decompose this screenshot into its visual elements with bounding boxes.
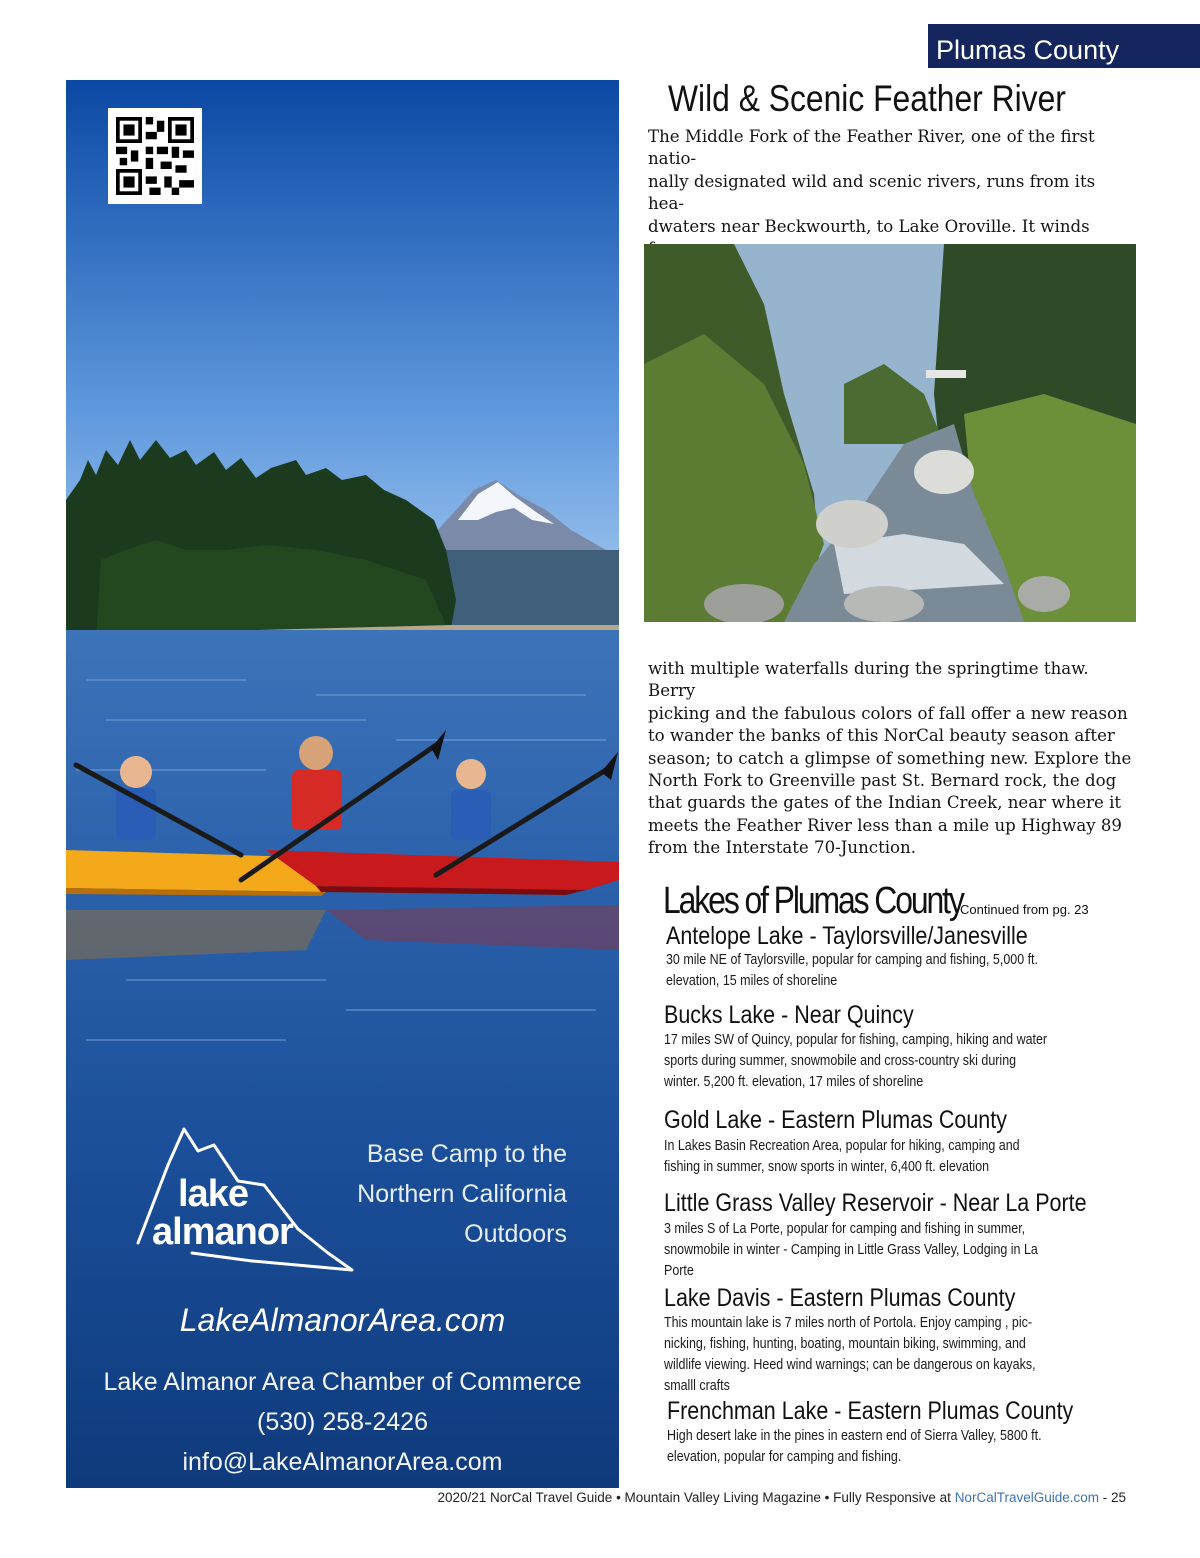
logo-text-almanor: almanor [152,1211,293,1253]
logo-text-lake: lake [178,1173,248,1215]
text-line: This mountain lake is 7 miles north of Portola. Enjoy camping , pic- [664,1315,1033,1331]
text-line: elevation, 15 miles of shoreline [666,973,838,989]
feather-river-photo [644,244,1136,622]
tagline-line: Outdoors [464,1220,567,1248]
text-line: snowmobile in winter - Camping in Little Grass Valley, Lodging in La [664,1242,1038,1258]
text-line: The Middle Fork of the Feather River, one of the first natio- [648,127,1095,169]
lake-almanor-ad[interactable] [66,80,619,1488]
text-line: smalll crafts [664,1378,730,1394]
text-line: nicking, fishing, hunting, boating, mountain biking, swimming, and [664,1336,1026,1352]
text-line: fishing in summer, snow sports in winter, 6,400 ft. elevation [664,1159,990,1175]
ad-website-link[interactable]: LakeAlmanorArea.com [179,1302,506,1338]
text-line: meets the Feather River less than a mile up Highway 89 [648,815,1122,835]
text-line: elevation, popular for camping and fishing. [667,1449,902,1465]
kayak-lake-photo [66,80,619,1488]
feather-river-title: Wild & Scenic Feather River [668,78,1066,119]
qr-code[interactable] [108,108,202,204]
text-line: 30 mile NE of Taylorsville, popular for camping and fishing, 5,000 ft. [666,952,1038,968]
lake-name-gold: Gold Lake - Eastern Plumas County [664,1106,1007,1134]
lake-desc-bucks [664,1030,1103,1093]
text-line: 17 miles SW of Quincy, popular for fishing, camping, hiking and water [664,1032,1048,1048]
lake-desc-antelope [666,950,1105,992]
text-line: winter. 5,200 ft. elevation, 17 miles of shoreline [664,1074,924,1090]
footer-site-link[interactable]: NorCalTravelGuide.com [954,1490,1099,1505]
text-line: that guards the gates of the Indian Creek, near where it [648,793,1122,813]
continued-note: Continued from pg. 23 [960,902,1089,917]
footer-text: 2020/21 NorCal Travel Guide • Mountain Valley Living Magazine • Fully Responsive at [437,1490,955,1505]
chamber-name: Lake Almanor Area Chamber of Commerce [103,1368,582,1396]
text-line: picking and the fabulous colors of fall offer a new reason [648,703,1128,723]
lake-name-bucks: Bucks Lake - Near Quincy [664,1001,914,1029]
lake-desc-little-grass-valley [664,1219,1103,1282]
text-line: to wander the banks of this NorCal beauty season after [648,726,1115,746]
text-line: In Lakes Basin Recreation Area, popular for hiking, camping and [664,1138,1020,1154]
page-footer [437,1490,1126,1505]
feather-paragraph-2 [648,658,1134,860]
tagline-line: Base Camp to the [366,1140,567,1168]
lake-desc-frenchman [667,1426,1106,1468]
text-line: dwaters near Beckwourth, to Lake Oroville. It winds [648,216,1090,236]
lake-name-antelope: Antelope Lake - Taylorsville/Janesville [666,922,1028,950]
lake-name-davis: Lake Davis - Eastern Plumas County [664,1284,1016,1312]
text-line: 3 miles S of La Porte, popular for camping and fishing in summer, [664,1221,1026,1237]
lakes-heading [663,880,1089,923]
lakes-title: Lakes of Plumas County [663,880,963,922]
lake-name-frenchman: Frenchman Lake - Eastern Plumas County [667,1397,1074,1425]
text-line: nally designated wild and scenic rivers, runs from its hea- [648,171,1096,214]
text-line: sports during summer, snowmobile and cross-country ski during [664,1053,1017,1069]
qr-code-icon [116,116,194,196]
lake-desc-davis [664,1313,1103,1397]
text-line: Porte [664,1263,694,1279]
lake-name-little-grass-valley: Little Grass Valley Reservoir - Near La Porte [664,1189,1087,1217]
text-line: with multiple waterfalls during the springtime thaw. Berry [648,659,1089,701]
text-line: High desert lake in the pines in eastern end of Sierra Valley, 5800 ft. [667,1428,1042,1444]
page-number: - 25 [1098,1490,1126,1505]
lake-desc-gold [664,1136,1103,1178]
text-line: season; to catch a glimpse of something new. Explore the [648,748,1132,768]
chamber-phone[interactable]: (530) 258-2426 [257,1408,428,1436]
text-line: from the Interstate 70-Junction. [648,838,916,858]
ad-tagline [287,1134,567,1254]
chamber-email[interactable]: info@LakeAlmanorArea.com [182,1448,503,1476]
text-line: wildlife viewing. Heed wind warnings; can be dangerous on kayaks, [664,1357,1036,1373]
tagline-line: Northern California [357,1180,567,1208]
section-label: Plumas County [928,24,1200,68]
text-line: North Fork to Greenville past St. Bernard rock, the dog [648,771,1117,791]
